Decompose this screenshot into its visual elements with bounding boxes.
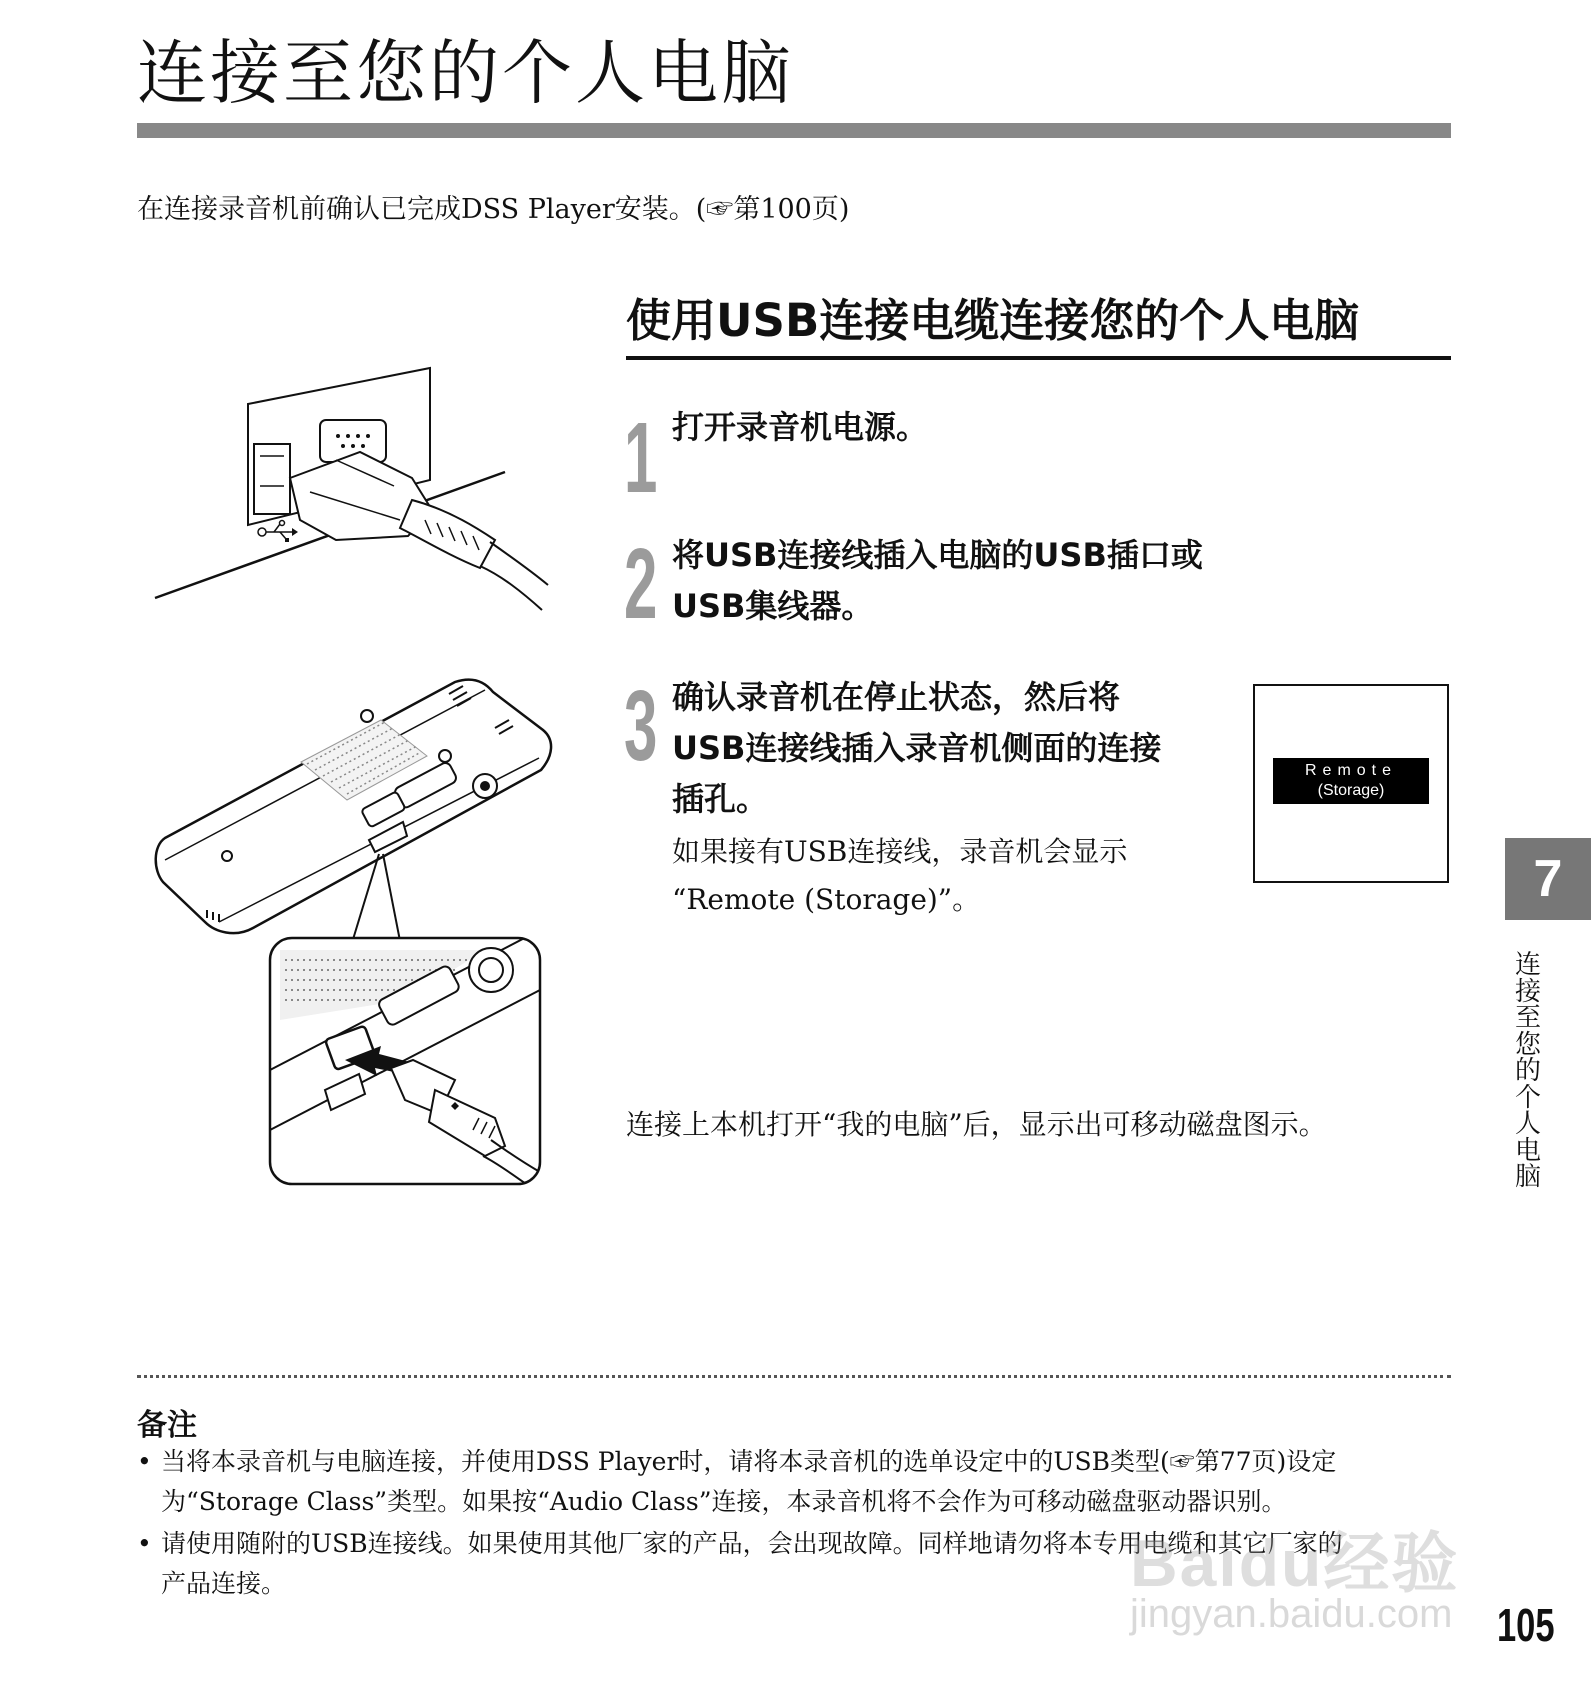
title-divider bbox=[137, 123, 1451, 138]
lcd-screen bbox=[1273, 758, 1429, 804]
step-2-line-1: 将USB连接线插入电脑的USB插口或 bbox=[672, 536, 1203, 574]
step-3-text bbox=[672, 672, 1161, 826]
section-divider bbox=[626, 356, 1451, 360]
intro-text: 在连接录音机前确认已完成DSS Player安装。(☞第100页) bbox=[137, 194, 850, 225]
step-3-note-line-1: 如果接有USB连接线，录音机会显示 bbox=[672, 835, 1128, 868]
note-1-line-1: 当将本录音机与电脑连接，并使用DSS Player时，请将本录音机的选单设定中的USB类型(☞第77页)设定 bbox=[161, 1447, 1337, 1476]
lcd-line-remote: Remote bbox=[1304, 762, 1398, 779]
step-3-note bbox=[672, 828, 1127, 923]
step-number-3: 3 bbox=[624, 670, 658, 782]
chapter-label-vertical: 连接至您的个人电脑 bbox=[1514, 950, 1541, 1193]
step-number-1: 1 bbox=[624, 402, 658, 514]
recorder-body bbox=[156, 680, 551, 934]
step-number-2: 2 bbox=[624, 528, 658, 640]
bullet: • bbox=[137, 1447, 152, 1476]
step-3-line-2: USB连接线插入录音机侧面的连接 bbox=[672, 729, 1162, 768]
lcd-display-preview bbox=[1253, 684, 1449, 883]
note-2-line-2: 产品连接。 bbox=[161, 1569, 287, 1598]
page-number: 105 bbox=[1497, 1599, 1555, 1651]
lcd-line-storage: (Storage) bbox=[1317, 782, 1385, 799]
chapter-tab: 7 bbox=[1505, 838, 1591, 920]
section-heading: 使用USB连接电缆连接您的个人电脑 bbox=[626, 294, 1360, 347]
note-1-line-2: 为“Storage Class”类型。如果按“Audio Class”连接，本录音机将不会作为可移动磁盘驱动器识别。 bbox=[161, 1487, 1287, 1516]
usb-port bbox=[254, 444, 290, 514]
step-1-text: 打开录音机电源。 bbox=[672, 408, 929, 446]
baidu-watermark-url: jingyan.baidu.com bbox=[1130, 1592, 1453, 1636]
cable-strain-relief bbox=[400, 500, 495, 568]
notes-divider bbox=[137, 1375, 1451, 1378]
usb-cable bbox=[490, 542, 548, 585]
step-3-line-3: 插孔。 bbox=[672, 780, 769, 819]
step-2-text bbox=[672, 530, 1203, 632]
page-title: 连接至您的个人电脑 bbox=[137, 32, 794, 114]
step-3-line-1: 确认录音机在停止状态，然后将 bbox=[672, 678, 1121, 716]
step-2-line-2: USB集线器。 bbox=[672, 587, 874, 626]
usb-computer-port-illustration bbox=[150, 360, 550, 640]
voice-recorder-illustration bbox=[155, 670, 555, 1190]
note-2-line-1: 请使用随附的USB连接线。如果使用其他厂家的产品，会出现故障。同样地请勿将本专用电缆和其它厂家的 bbox=[161, 1529, 1343, 1558]
notes-title: 备注 bbox=[137, 1408, 197, 1443]
after-connect-text: 连接上本机打开“我的电脑”后，显示出可移动磁盘图示。 bbox=[626, 1108, 1327, 1141]
baidu-watermark-logo: Baidu经验 bbox=[1130, 1526, 1460, 1600]
step-3-note-line-2: “Remote (Storage)”。 bbox=[672, 882, 981, 916]
bullet: • bbox=[137, 1529, 152, 1558]
usb-symbol-icon bbox=[258, 521, 298, 543]
